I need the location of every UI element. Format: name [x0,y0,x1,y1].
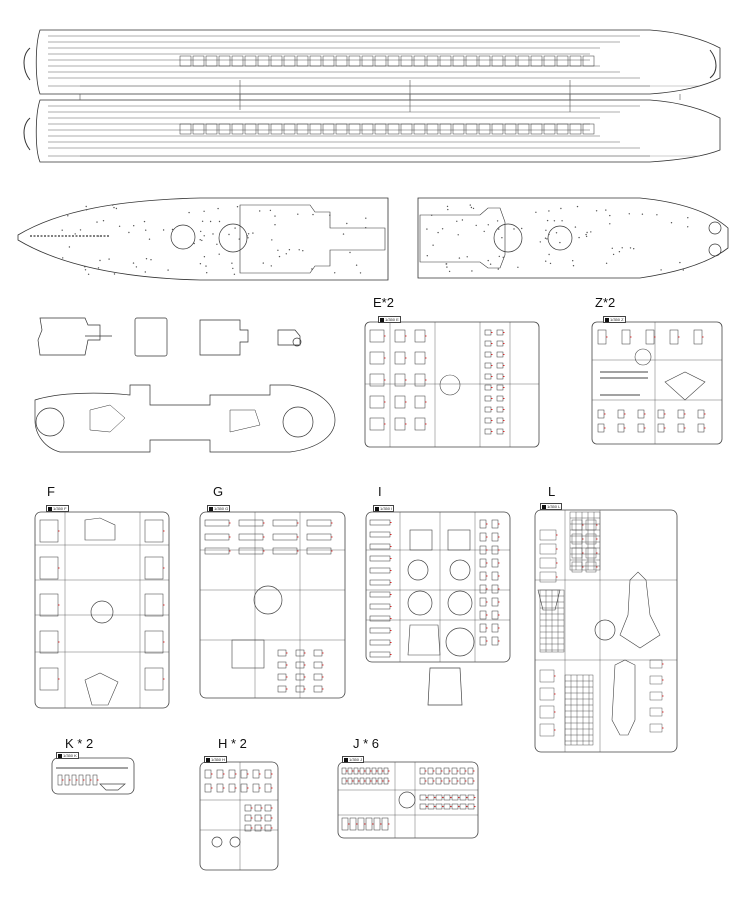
sprue-tag-j [342,756,364,763]
sprue-tag-f [46,505,69,512]
sprue-tag-text: 1/350 F [53,506,67,511]
sprue-tag-z [603,316,626,323]
sprue-tag-l [540,503,562,510]
sprue-label-f: F [47,484,55,499]
sprue-label-i: I [378,484,382,499]
sprue-tag-text: 1/350 J [349,757,363,762]
tag-square-icon [605,318,609,322]
tag-square-icon [209,507,213,511]
sprue-tag-g [207,505,230,512]
sprue-label-j: J * 6 [353,736,380,751]
sprue-tag-h [204,756,227,763]
sprue-tag-k [56,752,79,759]
tag-square-icon [344,758,348,762]
tag-square-icon [58,754,62,758]
tag-square-icon [48,507,52,511]
sprue-tag-text: 1/350 I [380,506,393,511]
sprue-label-g: G [213,484,224,499]
sprue-label-e: E*2 [373,295,394,310]
sprue-tag-text: 1/350 Z [610,317,624,322]
sprue-tag-text: 1/350 E [385,317,399,322]
tag-square-icon [380,318,384,322]
sprue-label-h: H * 2 [218,736,247,751]
tag-square-icon [206,758,210,762]
sprue-tag-text: 1/350 H [211,757,226,762]
sprue-label-l: L [548,484,556,499]
sprue-label-k: K * 2 [65,736,94,751]
sprue-tag-text: 1/350 L [547,504,561,509]
sprue-tag-i [373,505,394,512]
tag-square-icon [375,507,379,511]
sprue-tag-e [378,316,401,323]
sprue-label-z: Z*2 [595,295,616,310]
sprue-tag-text: 1/350 K [63,753,77,758]
tag-square-icon [542,505,546,509]
sprue-tag-text: 1/350 G [214,506,229,511]
